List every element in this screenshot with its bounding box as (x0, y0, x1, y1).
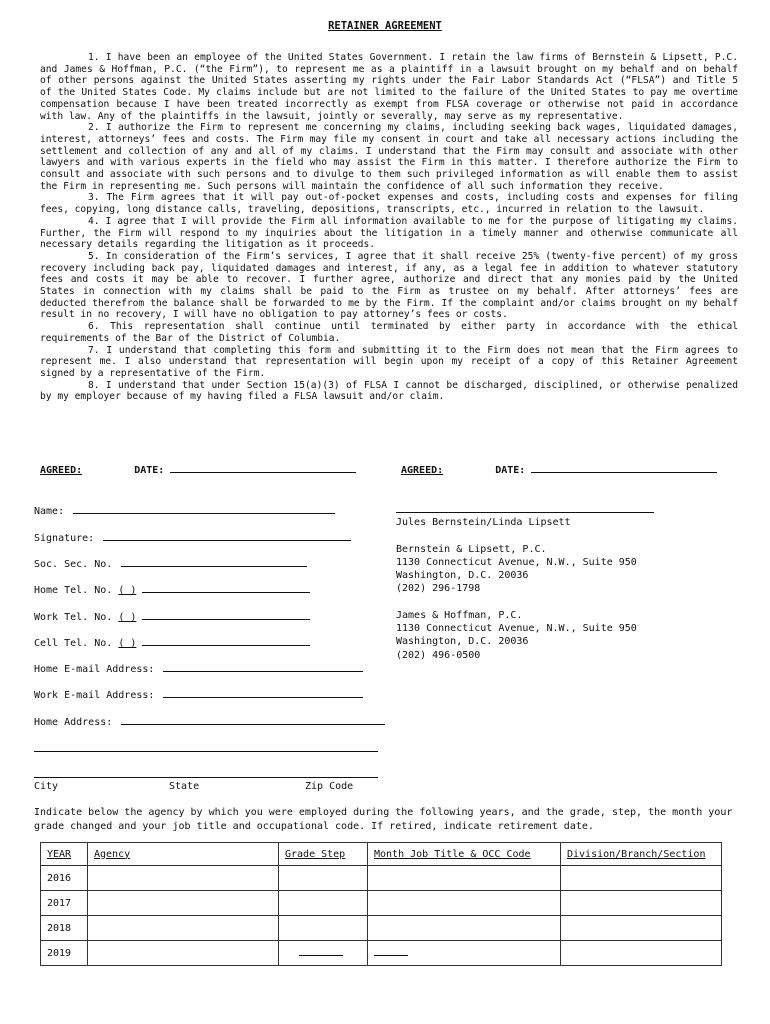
firm-2-street: 1130 Connecticut Avenue, N.W., Suite 950 (396, 623, 637, 634)
signature-line[interactable] (103, 530, 351, 541)
home-email-label: Home E-mail Address: (34, 664, 155, 675)
paragraph-6: 6. This representation shall continue until terminated by either party in accordance with the ethical requirements of the Bar of the District of Columbia. (40, 321, 738, 344)
address-line-2[interactable] (34, 751, 378, 752)
work-email-label: Work E-mail Address: (34, 690, 155, 701)
signature-label: Signature: (34, 533, 95, 544)
firm-1-phone: (202) 296-1798 (396, 583, 481, 594)
year-cell: 2018 (41, 916, 88, 941)
paragraph-2: 2. I authorize the Firm to represent me concerning my claims, including seeking back wages, liquidated damages, interest, attorneys’ fees and costs. The Firm may file my consent in court and take all necessary actions including the settlement and collection of any and all of my claims. I understand that the Firm may consult and associate with other lawyers and with various experts in the field who may assist the Firm in this matter. I therefore authorize the Firm to consult and associate with such persons and to divulge to them such privileged information as will enable them to assist the Firm in representing me. Such persons will maintain the confidence of all such information they receive. (40, 122, 738, 192)
firm-1-city: Washington, D.C. 20036 (396, 570, 529, 581)
date-label: DATE: (495, 465, 526, 476)
signature-field (34, 530, 351, 544)
paragraph-4: 4. I agree that I will provide the Firm all information available to me for the purpose of litigating my claims. Further, the Firm will respond to my inquiries about the litigation in a timely manner and otherwise communicate all necessary details regarding the litigation as it proceeds. (40, 215, 738, 251)
document-title: RETAINER AGREEMENT (328, 20, 442, 32)
month-job-cell[interactable] (368, 866, 561, 891)
home-address-line[interactable] (121, 714, 385, 725)
paragraph-5: 5. In consideration of the Firm’s services, I agree that it shall receive 25% (twenty-five percent) of my gross recovery including back pay, liquidated damages and interest, if any, as a legal fee in addition to whatever statutory fees and costs it may be able to recover. I further agree, authorize and direct that any monies paid by the United States in connection with my claims shall be paid to the Firm as trustee on my behalf. After attorneys’ fees are deducted therefrom the balance shall be forwarded to me by the Firm. If the complaint and/or claims brought on my behalf result in no recovery, I will have no obligation to pay attorney’s fees or costs. (40, 250, 738, 321)
cell-tel-label: Cell Tel. No. (34, 638, 113, 649)
firm-2-name: James & Hoffman, P.C. (396, 610, 523, 621)
grade-step-cell[interactable] (279, 866, 368, 891)
client-agreed-row (40, 462, 356, 476)
work-email-line[interactable] (163, 687, 363, 698)
home-address-label: Home Address: (34, 717, 113, 728)
firm-1-street: 1130 Connecticut Avenue, N.W., Suite 950 (396, 557, 637, 568)
employment-instructions: Indicate below the agency by which you were employed during the following years, and the grade, step, the month your grade changed and your job title and occupational code. If retired, indicate retirement date. (34, 807, 733, 832)
division-cell[interactable] (561, 941, 722, 966)
home-tel-field (34, 582, 310, 596)
grade-step-cell[interactable] (279, 916, 368, 941)
header-agency: Agency (88, 843, 279, 866)
month-job-cell[interactable] (368, 941, 561, 966)
home-address-field (34, 714, 385, 728)
firm-signature-line[interactable] (396, 512, 654, 513)
employment-history-table (40, 842, 722, 966)
home-email-line[interactable] (163, 661, 363, 672)
zip-label: Zip Code (305, 781, 354, 792)
firm-signer: Jules Bernstein/Linda Lipsett (396, 517, 571, 528)
agreed-label: AGREED: (40, 465, 83, 476)
name-line[interactable] (73, 503, 335, 514)
firm-date-line[interactable] (531, 462, 717, 473)
state-label: State (169, 781, 200, 792)
agreed-label: AGREED: (401, 465, 444, 476)
year-cell: 2019 (41, 941, 88, 966)
agency-cell[interactable] (88, 941, 279, 966)
paragraph-1: 1. I have been an employee of the United States Government. I retain the law firms of Bernstein & Lipsett, P.C. and James & Hoffman, P.C. (“the Firm”), to represent me as a plaintiff in a lawsuit brought on my behalf and on behalf of other persons against the United States asserting my rights under the Fair Labor Standards Act (“FLSA”) and Title 5 of the United States Code. My claims include but are not limited to the failure of the United States to pay me overtime compensation because I have been treated incorrectly as exempt from FLSA coverage or otherwise not paid in accordance with law. Any of the plaintiffs in the lawsuit, jointly or severally, may serve as my representative. (40, 52, 738, 122)
year-cell: 2016 (41, 866, 88, 891)
table-row (41, 891, 722, 916)
name-label: Name: (34, 506, 65, 517)
header-grade-step: Grade Step (279, 843, 368, 866)
home-email-field (34, 661, 363, 675)
work-tel-field (34, 609, 310, 623)
table-row (41, 866, 722, 891)
area-code-paren: ( ) (118, 638, 137, 649)
month-job-cell[interactable] (368, 891, 561, 916)
city-state-zip-line[interactable] (34, 777, 378, 778)
division-cell[interactable] (561, 916, 722, 941)
header-year: YEAR (41, 843, 88, 866)
home-tel-label: Home Tel. No. (34, 585, 113, 596)
area-code-paren: ( ) (118, 585, 137, 596)
agency-cell[interactable] (88, 891, 279, 916)
paragraph-7: 7. I understand that completing this form and submitting it to the Firm does not mean that the Firm agrees to represent me. I also understand that representation will begin upon my receipt of a copy of this Retainer Agreement signed by a representative of the Firm. (40, 344, 738, 379)
area-code-paren: ( ) (118, 612, 137, 623)
work-tel-line[interactable] (142, 609, 310, 620)
work-email-field (34, 687, 363, 701)
name-field (34, 503, 335, 517)
agency-cell[interactable] (88, 916, 279, 941)
firm-2-phone: (202) 496-0500 (396, 650, 481, 661)
ssn-field (34, 556, 307, 570)
city-label: City (34, 781, 59, 792)
grade-step-cell[interactable] (279, 941, 368, 966)
division-cell[interactable] (561, 891, 722, 916)
cell-tel-line[interactable] (142, 635, 310, 646)
table-row (41, 941, 722, 966)
header-division: Division/Branch/Section (561, 843, 722, 866)
ssn-line[interactable] (121, 556, 307, 567)
division-cell[interactable] (561, 866, 722, 891)
firm-agreed-row (401, 462, 717, 476)
table-header-row (41, 843, 722, 866)
header-month-job-title: Month Job Title & OCC Code (368, 843, 561, 866)
agreement-body (40, 52, 738, 403)
cell-tel-field (34, 635, 310, 649)
work-tel-label: Work Tel. No. (34, 612, 113, 623)
year-cell: 2017 (41, 891, 88, 916)
date-label: DATE: (134, 465, 165, 476)
home-tel-line[interactable] (142, 582, 310, 593)
grade-step-cell[interactable] (279, 891, 368, 916)
client-date-line[interactable] (170, 462, 356, 473)
table-row (41, 916, 722, 941)
month-job-cell[interactable] (368, 916, 561, 941)
agency-cell[interactable] (88, 866, 279, 891)
ssn-label: Soc. Sec. No. (34, 559, 113, 570)
firm-1-name: Bernstein & Lipsett, P.C. (396, 544, 547, 555)
paragraph-3: 3. The Firm agrees that it will pay out-of-pocket expenses and costs, including costs and expenses for filing fees, copying, long distance calls, traveling, depositions, transcripts, etc., incurred in relation to the lawsuit. (40, 192, 738, 216)
firm-2-city: Washington, D.C. 20036 (396, 636, 529, 647)
paragraph-8: 8. I understand that under Section 15(a)(3) of FLSA I cannot be discharged, disciplined, or otherwise penalized by my employer because of my having filed a FLSA lawsuit and/or claim. (40, 379, 738, 403)
